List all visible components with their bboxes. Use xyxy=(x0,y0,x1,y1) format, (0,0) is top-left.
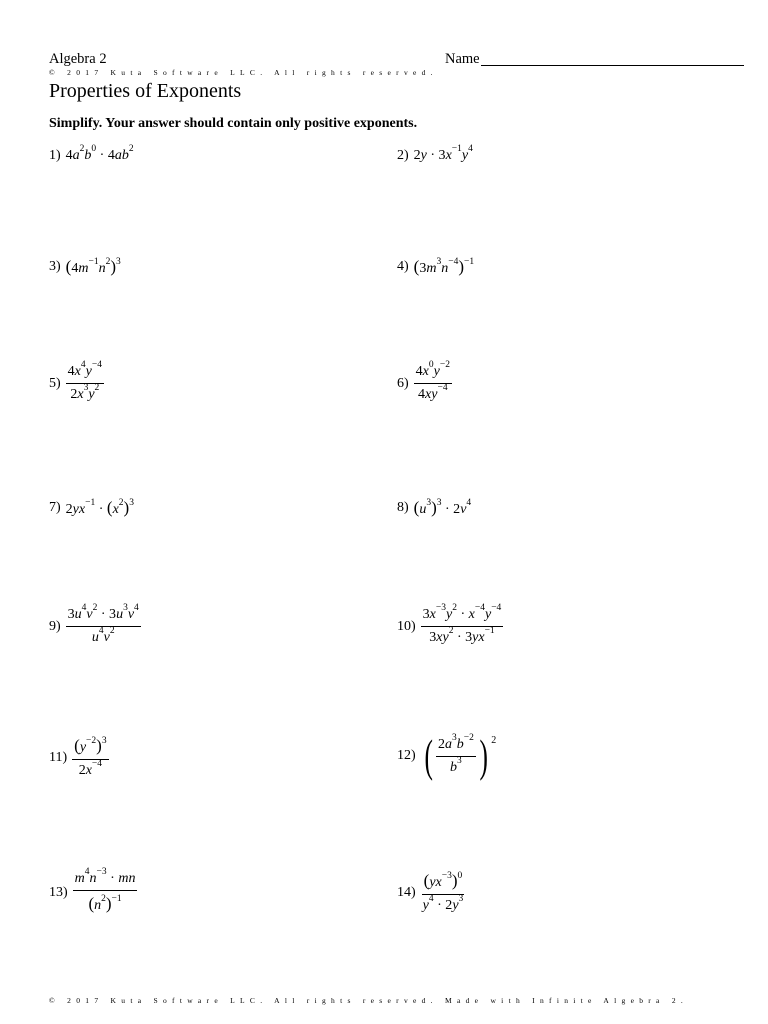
problem-11 xyxy=(49,736,109,779)
name-blank-line xyxy=(481,65,744,66)
problem-9 xyxy=(49,603,141,646)
problem-expression: $\frac{(y^{-2})^3}{2x^{-4}}$ xyxy=(74,736,107,778)
problem-number: 5) xyxy=(49,375,61,391)
problem-number: 3) xyxy=(49,259,61,274)
problem-number: 7) xyxy=(49,500,61,515)
problem-number: 11) xyxy=(49,749,68,765)
name-label: Name xyxy=(445,51,480,67)
problem-expression: $\frac{m^4n^{-3} \cdot mn}{(n^2)^{-1}}$ xyxy=(74,867,136,913)
copyright-header: © 2017 Kuta Software LLC. All rights reserved. xyxy=(49,68,438,77)
worksheet-title: Properties of Exponents xyxy=(49,80,242,102)
copyright-footer: © 2017 Kuta Software LLC. All rights reserved. Made with Infinite Algebra 2. xyxy=(49,996,689,1005)
problem-expression: $2y \cdot 3x^{-1}y^4$ xyxy=(413,144,473,163)
problem-expression: $\frac{4x^0y^{-2}}{4xy^{-4}}$ xyxy=(415,360,450,402)
problem-expression: $\frac{3x^{-3}y^2 \cdot x^{-4}y^{-4}}{3xy^2 \cdot 3yx^{-1}}$ xyxy=(422,603,502,645)
problem-3 xyxy=(49,257,121,277)
problem-expression: $4a^2b^0 \cdot 4ab^2$ xyxy=(65,144,134,163)
problem-expression: $(3m^3n^{-4})^{-1}$ xyxy=(413,257,475,276)
problem-expression: $(u^3)^3 \cdot 2v^4$ xyxy=(413,498,472,517)
problem-number: 2) xyxy=(397,148,409,163)
problem-expression: ( $\frac{2a^3b^{-2}}{b^3}$ ) 2 xyxy=(424,730,497,781)
problem-number: 4) xyxy=(397,259,409,274)
problem-expression: $\frac{3u^4v^2 \cdot 3u^3v^4}{u^4v^2}$ xyxy=(67,603,139,645)
problem-1 xyxy=(49,144,134,164)
instructions: Simplify. Your answer should contain only positive exponents. xyxy=(49,116,418,131)
problem-number: 9) xyxy=(49,618,61,634)
problem-4 xyxy=(397,257,474,277)
problem-2 xyxy=(397,144,473,164)
problem-7 xyxy=(49,498,134,518)
problem-number: 1) xyxy=(49,148,61,163)
problem-6 xyxy=(397,360,452,403)
problem-number: 14) xyxy=(397,884,416,900)
problem-14 xyxy=(397,871,465,914)
problem-10 xyxy=(397,603,503,646)
problem-number: 10) xyxy=(397,618,416,634)
course-name: Algebra 2 xyxy=(49,51,107,67)
problem-8 xyxy=(397,498,471,518)
problem-expression: $\frac{4x^4y^{-4}}{2x^3y^2}$ xyxy=(67,360,102,402)
problem-12 xyxy=(397,730,497,781)
problem-expression: $\frac{(yx^{-3})^0}{y^4 \cdot 2y^3}$ xyxy=(422,871,464,913)
problem-13 xyxy=(49,867,137,914)
problem-number: 12) xyxy=(397,748,416,763)
problem-number: 8) xyxy=(397,500,409,515)
problem-expression: $(4m^{-1}n^2)^3$ xyxy=(65,257,121,276)
problem-5 xyxy=(49,360,104,403)
problem-expression: $2yx^{-1} \cdot (x^2)^3$ xyxy=(65,498,134,517)
problem-number: 13) xyxy=(49,884,68,900)
problem-number: 6) xyxy=(397,375,409,391)
